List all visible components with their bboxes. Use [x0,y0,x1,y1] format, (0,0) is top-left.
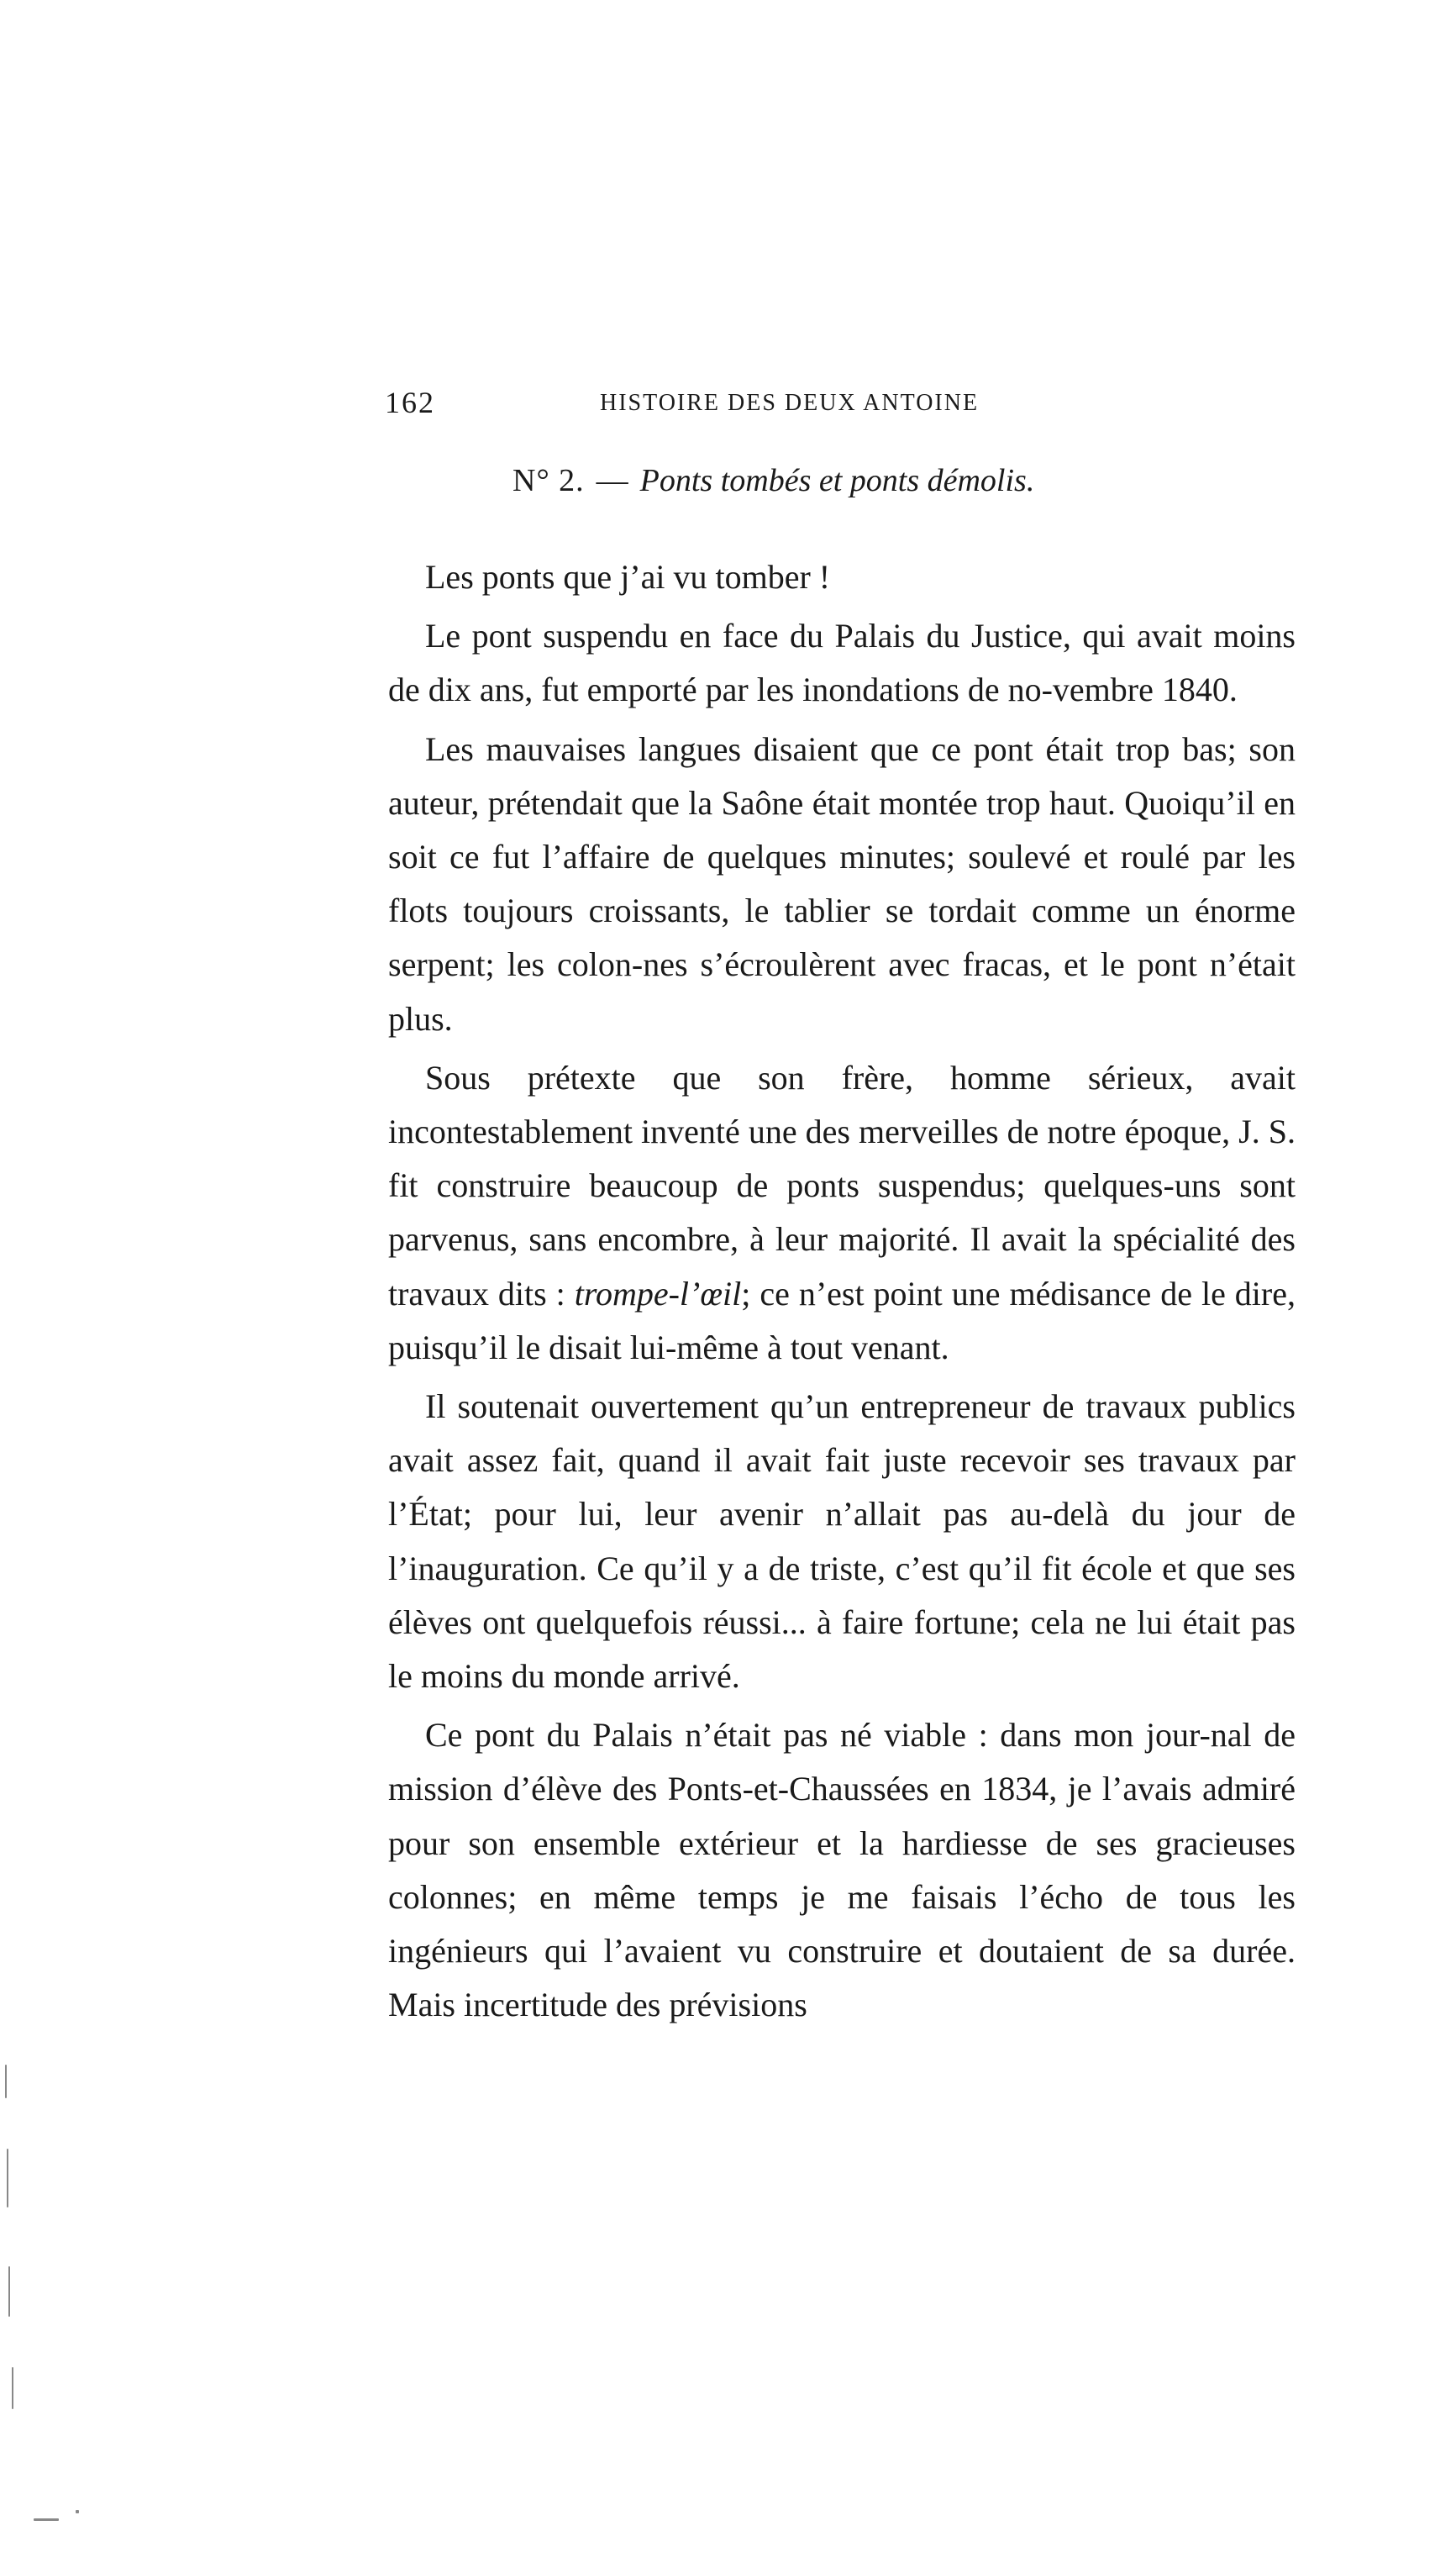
scan-speck [8,2266,10,2317]
paragraph-4 [388,1051,1296,1375]
scan-speck [7,2149,8,2207]
section-heading [512,462,1151,499]
scan-speck [12,2367,13,2409]
paragraph-2: Le pont suspendu en face du Palais du Justice, qui avait moins de dix ans, fut emporté par les inondations de no-vembre 1840. [388,617,1296,709]
body-text [388,550,1296,2032]
paragraph-1: Les ponts que j’ai vu tomber ! [425,558,831,596]
section-title: Ponts tombés et ponts démolis. [639,463,1035,498]
paragraph-4-text-b: ; ce n’est point une médisance de le dire, puisqu’il le disait lui-même à tout venant. [388,1274,1296,1366]
paragraph-4-text-a: Sous prétexte que son frère, homme sérieux, avait incontestablement inventé une des merveilles de notre époque, J. S. fit construire beaucoup de ponts suspendus; quelques-uns sont parvenus, sans encombre, à leur majorité. Il avait la spécialité des travaux dits : [388,1058,1296,1313]
scan-margin-marks [0,2048,118,2552]
section-number: N° 2. [512,463,585,498]
paragraph-4-emphasis: trompe-l’œil [574,1274,742,1313]
scan-speck [34,2518,59,2521]
page-number: 162 [385,386,435,419]
running-head [385,385,1040,435]
paragraph-6: Ce pont du Palais n’était pas né viable : dans mon jour-nal de mission d’élève des Ponts-et-Chaussées en 1834, je l’avais admiré pour son ensemble extérieur et la hardiesse de ses gracieuses colonnes; en même temps je me faisais l’écho de tous les ingénieurs qui l’avaient vu construire et doutaient de sa durée. Mais incertitude des prévisions [388,1716,1296,2024]
paragraph-3: Les mauvaises langues disaient que ce pont était trop bas; son auteur, prétendait que la Saône était montée trop haut. Quoiqu’il en soit ce fut l’affaire de quelques minutes; soulevé et roulé par les flots toujours croissants, le tablier se tordait comme un énorme serpent; les colon-nes s’écroulèrent avec fracas, et le pont n’était plus. [388,729,1296,1038]
scan-speck [5,2065,7,2098]
scan-speck [76,2510,79,2513]
section-dash: — [596,463,628,498]
paragraph-5: Il soutenait ouvertement qu’un entrepreneur de travaux publics avait assez fait, quand il avait fait juste recevoir ses travaux par l’État; pour lui, leur avenir n’allait pas au-delà du jour de l’inauguration. Ce qu’il y a de triste, c’est qu’il fit école et que ses élèves ont quelquefois réussi... à faire fortune; cela ne lui était pas le moins du monde arrivé. [388,1387,1296,1696]
running-title: HISTOIRE DES DEUX ANTOINE [600,390,980,416]
